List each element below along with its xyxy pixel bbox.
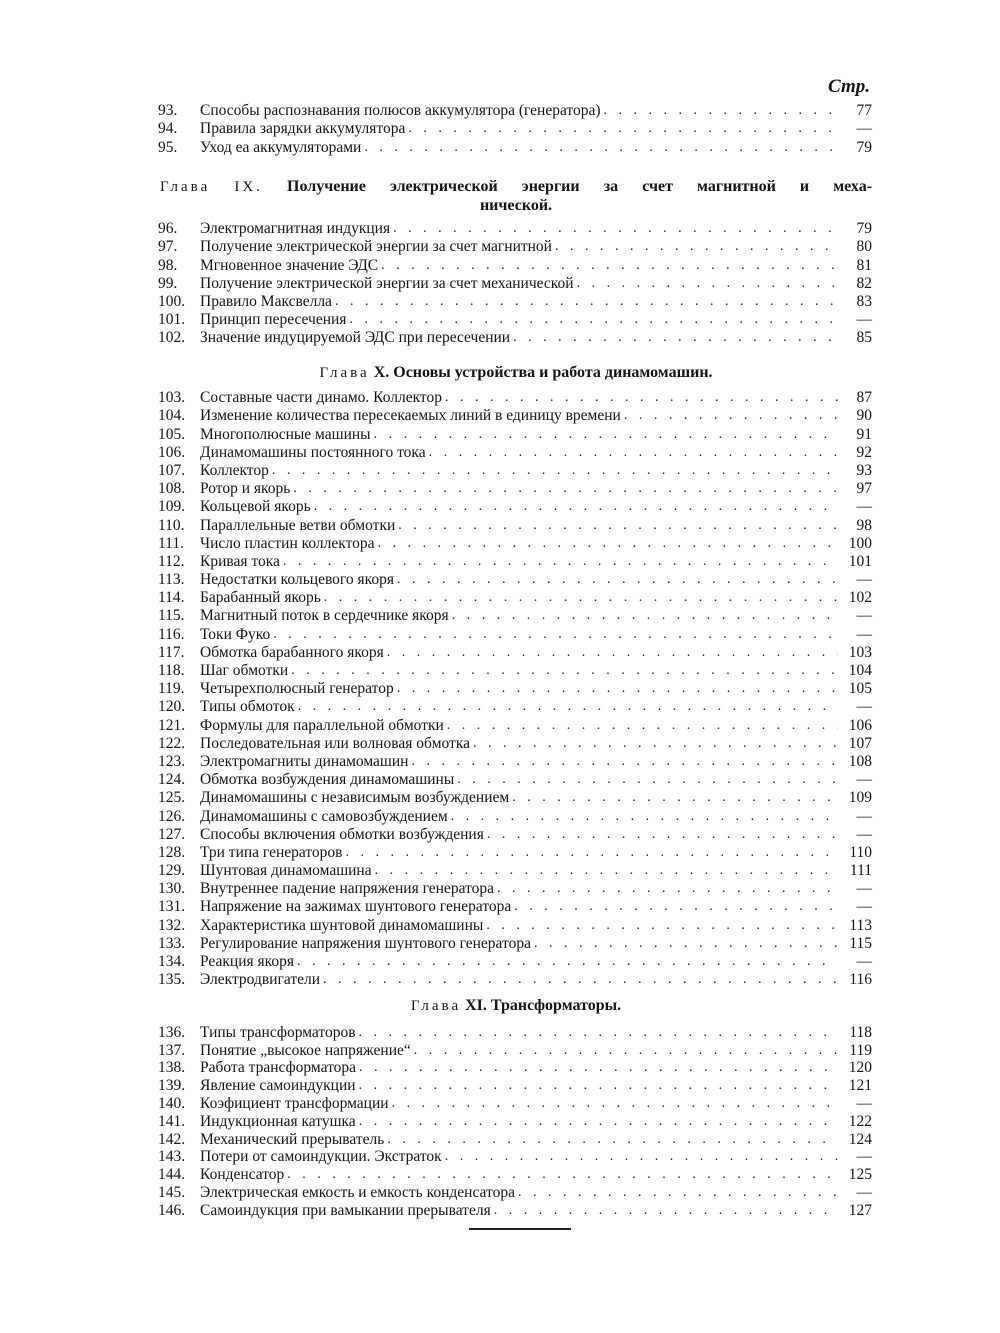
entry-title: Параллельные ветви обмотки — [200, 516, 396, 534]
entry-number: 119. — [158, 680, 185, 698]
entry-number: 134. — [158, 953, 186, 970]
dot-leader — [445, 1148, 838, 1165]
dot-leader — [452, 607, 838, 624]
entry-title: Получение электрической энергии за счет механической — [200, 274, 574, 292]
entry-number: 142. — [158, 1130, 186, 1148]
entry-number: 116. — [158, 625, 185, 643]
dot-leader — [387, 1131, 838, 1148]
entry-number: 129. — [158, 862, 186, 880]
entry-title: Формулы для параллельной обмотки — [200, 716, 444, 734]
entry-number: 128. — [158, 843, 186, 861]
entry-number: 140. — [158, 1094, 186, 1112]
entry-number: 137. — [158, 1041, 186, 1059]
entry-title: Регулирование напряжения шунтового генератора — [200, 934, 531, 952]
entry-page: 110 — [849, 843, 872, 861]
entry-title: Токи Фуко — [200, 625, 271, 643]
entry-title: Уход ea аккумуляторами — [200, 138, 362, 156]
entry-number: 125. — [158, 789, 186, 807]
entry-number: 133. — [158, 934, 186, 952]
entry-title: Мгновенное значение ЭДС — [200, 256, 379, 274]
entry-title: Электрическая емкость и емкость конденсатора — [200, 1183, 515, 1201]
entry-number: 118. — [158, 662, 185, 679]
entry-page: 113 — [849, 916, 872, 934]
chapter-title-continued: нической. — [479, 197, 553, 214]
entry-number: 117. — [158, 643, 185, 661]
entry-page: 127 — [848, 1201, 872, 1219]
entry-number: 96. — [158, 220, 178, 238]
dot-leader — [497, 880, 838, 897]
dot-leader — [604, 102, 838, 119]
entry-page: — — [856, 807, 872, 825]
toc-entry — [158, 806, 872, 824]
entry-title: Работа трансформатора — [200, 1059, 357, 1077]
dot-leader — [577, 275, 838, 292]
entry-page: — — [856, 898, 872, 916]
chapter-number: XI. — [465, 997, 487, 1014]
toc-entry — [158, 443, 872, 461]
entry-page: 85 — [856, 329, 872, 347]
toc-entry — [158, 588, 872, 606]
toc-entry — [158, 661, 872, 679]
dot-leader — [514, 898, 838, 915]
entry-number: 126. — [158, 807, 186, 825]
entry-page: — — [856, 1094, 872, 1112]
entry-number: 104. — [158, 407, 186, 425]
entry-page: — — [856, 1148, 872, 1166]
entry-title: Последовательная или волновая обмотка — [200, 734, 471, 752]
dot-leader — [349, 311, 838, 328]
entry-number: 99. — [158, 274, 178, 292]
entry-number: 93. — [158, 102, 178, 120]
dot-leader — [398, 517, 838, 534]
entry-page: 118 — [849, 1023, 872, 1041]
dot-leader — [323, 971, 838, 988]
toc-entry — [158, 534, 872, 552]
toc-section-pre — [158, 101, 872, 156]
chapter-prefix: Глава — [160, 179, 211, 195]
entry-page: 107 — [848, 734, 872, 752]
toc-section-ch11 — [158, 1023, 872, 1219]
entry-title: Четырехполюсный генератор — [200, 680, 394, 698]
entry-page: 121 — [848, 1077, 872, 1095]
toc-entry — [158, 788, 872, 806]
entry-title: Ротор и якорь — [200, 480, 291, 498]
entry-page: 97 — [856, 480, 872, 498]
dot-leader — [364, 139, 838, 156]
dot-leader — [429, 444, 838, 461]
dot-leader — [445, 389, 838, 406]
entry-title: Три типа генераторов — [200, 843, 343, 861]
dot-leader — [346, 844, 839, 861]
dot-leader — [473, 735, 838, 752]
entry-number: 111. — [158, 534, 184, 552]
toc-entry — [158, 715, 872, 733]
entry-page: 87 — [856, 389, 872, 407]
dot-leader — [447, 717, 838, 734]
entry-title: Барабанный якорь — [200, 589, 321, 607]
entry-page: — — [856, 880, 872, 898]
entry-page: — — [856, 311, 872, 329]
entry-page: 90 — [856, 407, 872, 425]
entry-number: 146. — [158, 1201, 186, 1219]
entry-page: 82 — [856, 274, 872, 292]
entry-title: Самоиндукция при вамыкании прерывателя — [200, 1201, 491, 1219]
dot-leader — [381, 257, 838, 274]
toc-entry — [158, 101, 872, 119]
entry-page: 103 — [848, 643, 872, 661]
entry-number: 112. — [158, 552, 185, 570]
entry-number: 115. — [158, 607, 185, 625]
toc-entry — [158, 310, 872, 328]
entry-title: Характеристика шунтовой динамомашины — [200, 916, 484, 934]
chapter-title: Трансформаторы. — [490, 997, 622, 1014]
dot-leader — [359, 1077, 838, 1094]
dot-leader — [293, 480, 838, 497]
entry-title: Правила зарядки аккумулятора — [200, 120, 406, 138]
entry-number: 131. — [158, 898, 186, 916]
entry-number: 114. — [158, 589, 185, 607]
entry-number: 102. — [158, 329, 186, 347]
dot-leader — [624, 407, 838, 424]
toc-entry — [158, 1112, 872, 1130]
entry-title: Электромагнитная индукция — [200, 220, 391, 238]
toc-entry — [158, 1183, 872, 1201]
entry-title: Принцип пересечения — [200, 311, 347, 329]
entry-number: 145. — [158, 1183, 186, 1201]
entry-title: Получение электрической энергии за счет магнитной — [200, 238, 552, 256]
entry-page: — — [856, 498, 872, 516]
dot-leader — [359, 1059, 838, 1076]
toc-entry — [158, 479, 872, 497]
entry-title: Коэфициент трансформации — [200, 1094, 389, 1112]
entry-number: 106. — [158, 443, 186, 461]
entry-title: Кривая тока — [200, 552, 280, 570]
chapter-prefix: Глава — [410, 998, 462, 1014]
dot-leader — [457, 771, 838, 788]
entry-page: — — [856, 771, 872, 789]
toc-entry — [158, 274, 872, 292]
entry-page: 111 — [849, 862, 872, 880]
entry-number: 141. — [158, 1112, 186, 1130]
toc-entry — [158, 570, 872, 588]
entry-number: 105. — [158, 425, 186, 443]
entry-title: Кольцевой якорь — [200, 498, 311, 516]
entry-number: 113. — [158, 571, 185, 589]
toc-entry — [158, 424, 872, 442]
entry-page: 98 — [856, 516, 872, 534]
entry-number: 109. — [158, 498, 186, 516]
entry-page: 101 — [848, 552, 872, 570]
entry-page: 122 — [848, 1112, 872, 1130]
dot-leader — [272, 462, 838, 479]
entry-number: 120. — [158, 698, 186, 716]
chapter-title: Получение электрической энергии за счет магнитной и меха- — [287, 178, 873, 195]
entry-number: 144. — [158, 1166, 186, 1184]
entry-number: 138. — [158, 1059, 186, 1077]
entry-page: 115 — [849, 934, 872, 952]
entry-title: Динамомашины с самовозбуждением — [200, 807, 448, 825]
entry-title: Коллектор — [200, 461, 269, 479]
entry-page: 119 — [849, 1041, 872, 1059]
dot-leader — [411, 753, 838, 770]
entry-number: 132. — [158, 916, 186, 934]
dot-leader — [283, 553, 838, 570]
entry-page: 108 — [848, 752, 872, 770]
dot-leader — [273, 626, 838, 643]
entry-title: Шаг обмотки — [200, 662, 289, 679]
dot-leader — [392, 1095, 838, 1112]
entry-title: Типы трансформаторов — [200, 1023, 356, 1041]
toc-entry — [158, 137, 872, 155]
entry-page: — — [856, 698, 872, 716]
entry-title: Динамомашины постоянного тока — [200, 443, 426, 461]
entry-page: 100 — [848, 534, 872, 552]
entry-page: — — [856, 607, 872, 625]
toc-entry — [158, 1130, 872, 1148]
entry-title: Число пластин коллектора — [200, 534, 375, 552]
dot-leader — [518, 1184, 838, 1201]
chapter-heading-xi — [160, 997, 872, 1015]
toc-entry — [158, 770, 872, 788]
entry-page: 91 — [856, 425, 872, 443]
dot-leader — [397, 680, 838, 697]
dot-leader — [287, 1166, 838, 1183]
dot-leader — [359, 1024, 838, 1041]
toc-entry — [158, 292, 872, 310]
page-column-label: Стр. — [828, 76, 870, 97]
entry-title: Магнитный поток в сердечнике якоря — [200, 607, 449, 625]
toc-entry — [158, 1148, 872, 1166]
dot-leader — [359, 1113, 838, 1130]
dot-leader — [555, 238, 838, 255]
entry-page: 116 — [849, 971, 872, 989]
entry-page: 92 — [856, 443, 872, 461]
toc-entry — [158, 552, 872, 570]
entry-title: Конденсатор — [200, 1166, 285, 1184]
toc-entry — [158, 1041, 872, 1059]
dot-leader — [335, 293, 838, 310]
dot-leader — [374, 426, 838, 443]
entry-title: Способы включения обмотки возбуждения — [200, 825, 484, 843]
entry-number: 123. — [158, 752, 186, 770]
end-rule — [469, 1228, 571, 1230]
toc-entry — [158, 679, 872, 697]
dot-leader — [397, 571, 838, 588]
entry-page: — — [856, 120, 872, 138]
toc-entry — [158, 970, 872, 988]
entry-title: Понятие „высокое напряжение“ — [200, 1041, 411, 1059]
entry-page: 105 — [848, 680, 872, 698]
entry-title: Правило Максвелла — [200, 292, 332, 310]
entry-title: Реакция якоря — [200, 953, 294, 970]
entry-number: 139. — [158, 1077, 186, 1095]
entry-number: 130. — [158, 880, 186, 898]
entry-number: 101. — [158, 311, 186, 329]
entry-number: 94. — [158, 120, 178, 138]
chapter-heading-ix — [160, 178, 872, 214]
entry-number: 107. — [158, 461, 186, 479]
entry-title: Явление самоиндукции — [200, 1077, 356, 1095]
toc-entry — [158, 915, 872, 933]
entry-page: 102 — [848, 589, 872, 607]
toc-entry — [158, 461, 872, 479]
entry-page: — — [856, 953, 872, 970]
toc-entry — [158, 624, 872, 642]
dot-leader — [324, 589, 838, 606]
dot-leader — [387, 644, 838, 661]
toc-entry — [158, 1094, 872, 1112]
entry-number: 124. — [158, 771, 186, 789]
entry-title: Многополюсные машины — [200, 425, 371, 443]
entry-page: — — [856, 625, 872, 643]
dot-leader — [393, 220, 838, 237]
dot-leader — [298, 698, 838, 715]
chapter-heading-line — [160, 178, 872, 196]
entry-title: Электродвигатели — [200, 971, 321, 989]
entry-number: 110. — [158, 516, 185, 534]
entry-number: 97. — [158, 238, 178, 256]
toc-entry — [158, 934, 872, 952]
toc-entry — [158, 237, 872, 255]
entry-number: 122. — [158, 734, 186, 752]
dot-leader — [451, 808, 838, 825]
toc-entry — [158, 897, 872, 915]
toc-entry — [158, 606, 872, 624]
toc-entry — [158, 643, 872, 661]
dot-leader — [291, 662, 838, 679]
toc-entry — [158, 255, 872, 273]
entry-title: Значение индуцируемой ЭДС при пересечении — [200, 329, 511, 347]
entry-number: 100. — [158, 292, 186, 310]
chapter-number: X. — [373, 364, 390, 381]
entry-number: 95. — [158, 138, 178, 156]
entry-number: 108. — [158, 480, 186, 498]
entry-title: Шунтовая динамомашина — [200, 862, 372, 880]
entry-page: 77 — [856, 102, 872, 120]
dot-leader — [486, 917, 838, 934]
toc-entry — [158, 406, 872, 424]
entry-number: 98. — [158, 256, 178, 274]
entry-page: 81 — [856, 256, 872, 274]
entry-number: 143. — [158, 1148, 186, 1166]
toc-entry — [158, 119, 872, 137]
entry-title: Электромагниты динамомашин — [200, 752, 409, 770]
toc-entry — [158, 697, 872, 715]
toc-entry — [158, 388, 872, 406]
dot-leader — [297, 953, 838, 970]
entry-number: 136. — [158, 1023, 186, 1041]
dot-leader — [408, 120, 838, 137]
entry-page: 106 — [848, 716, 872, 734]
entry-page: 124 — [848, 1130, 872, 1148]
toc-entry — [158, 515, 872, 533]
entry-title: Типы обмоток — [200, 698, 295, 716]
toc-entry — [158, 861, 872, 879]
chapter-number: IX. — [234, 179, 263, 195]
entry-title: Обмотка возбуждения динамомашины — [200, 771, 455, 789]
dot-leader — [512, 789, 838, 806]
entry-page: 93 — [856, 461, 872, 479]
entry-page: 125 — [848, 1166, 872, 1184]
dot-leader — [378, 535, 838, 552]
toc-entry — [158, 752, 872, 770]
toc-entry — [158, 952, 872, 970]
entry-page: — — [856, 825, 872, 843]
toc-section-ch9 — [158, 219, 872, 346]
entry-page: 80 — [856, 238, 872, 256]
chapter-title: Основы устройства и работа динамомашин. — [393, 364, 713, 381]
entry-number: 135. — [158, 971, 186, 989]
entry-title: Способы распознавания полюсов аккумулятора (генератора) — [200, 102, 601, 120]
toc-entry — [158, 734, 872, 752]
entry-title: Напряжение на зажимах шунтового генератора — [200, 898, 512, 916]
entry-title: Составные части динамо. Коллектор — [200, 389, 442, 407]
toc-entry — [158, 1023, 872, 1041]
dot-leader — [513, 329, 838, 346]
entry-page: — — [856, 1183, 872, 1201]
toc-entry — [158, 1201, 872, 1219]
toc-entry — [158, 219, 872, 237]
dot-leader — [375, 862, 838, 879]
entry-page: 120 — [848, 1059, 872, 1077]
entry-title: Потери от самоиндукции. Экстраток — [200, 1148, 442, 1166]
entry-title: Обмотка барабанного якоря — [200, 643, 384, 661]
toc-entry — [158, 825, 872, 843]
entry-page: 104 — [848, 662, 872, 679]
dot-leader — [314, 498, 838, 515]
entry-title: Внутреннее падение напряжения генератора — [200, 880, 494, 898]
chapter-prefix: Глава — [319, 365, 370, 381]
entry-number: 127. — [158, 825, 186, 843]
entry-page: 83 — [856, 292, 872, 310]
entry-page: 109 — [848, 789, 872, 807]
entry-title: Динамомашины с независимым возбуждением — [200, 789, 510, 807]
toc-entry — [158, 843, 872, 861]
dot-leader — [487, 826, 838, 843]
toc-section-ch10 — [158, 388, 872, 988]
entry-page: — — [856, 571, 872, 589]
entry-title: Изменение количества пересекаемых линий в единицу времени — [200, 407, 621, 425]
toc-entry — [158, 497, 872, 515]
entry-title: Механический прерыватель — [200, 1130, 385, 1148]
entry-title: Индукционная катушка — [200, 1112, 356, 1130]
dot-leader — [494, 1202, 838, 1219]
dot-leader — [534, 935, 838, 952]
chapter-heading-x — [160, 364, 872, 382]
entry-title: Недостатки кольцевого якоря — [200, 571, 395, 589]
entry-page: 79 — [856, 138, 872, 156]
toc-entry — [158, 328, 872, 346]
entry-number: 121. — [158, 716, 186, 734]
dot-leader — [414, 1042, 838, 1059]
entry-page: 79 — [856, 220, 872, 238]
toc-entry — [158, 1165, 872, 1183]
toc-entry — [158, 1059, 872, 1077]
toc-entry — [158, 879, 872, 897]
toc-entry — [158, 1076, 872, 1094]
entry-number: 103. — [158, 389, 186, 407]
